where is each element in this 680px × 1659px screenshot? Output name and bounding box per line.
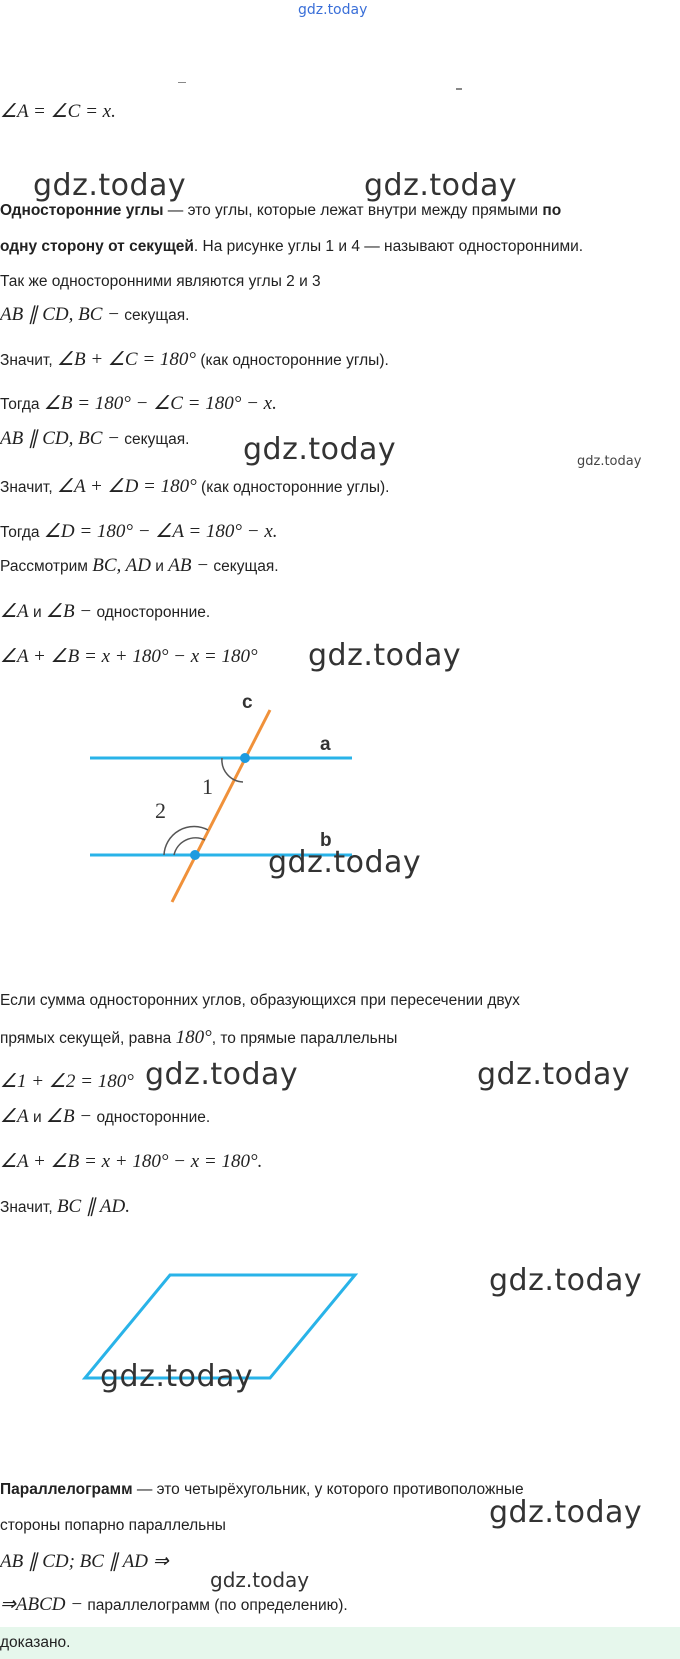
term-bold: Параллелограмм — [0, 1481, 133, 1498]
statement-text: односторонние. — [92, 604, 211, 621]
equation-line: ∠A + ∠B = x + 180° − x = 180°. — [0, 1151, 263, 1172]
definition-line: Так же односторонними являются углы 2 и 3 — [0, 273, 321, 290]
statement-text: Тогда — [0, 524, 44, 541]
definition-line — [0, 238, 583, 256]
theorem-text: , то прямые параллельны — [211, 1030, 398, 1047]
math-expr: AB − — [168, 555, 210, 576]
math-expr: 180° — [175, 1027, 212, 1048]
term-bold: по — [542, 202, 562, 219]
math-expr: ⇒ABCD − — [0, 1594, 84, 1615]
intersection-point-b — [190, 850, 200, 860]
line-c-label: c — [242, 692, 253, 713]
watermark: gdz.today — [145, 1057, 299, 1092]
term-bold: Односторонние углы — [0, 202, 164, 219]
statement-text: и — [151, 558, 169, 575]
math-expr: ∠A + ∠D = 180° — [56, 476, 197, 497]
definition-text: — это четырёхугольник, у которого противоположные — [132, 1481, 524, 1498]
watermark: gdz.today — [210, 1568, 310, 1592]
line-a-label: a — [320, 734, 331, 755]
watermark: gdz.today — [100, 1359, 254, 1394]
angle-2-label: 2 — [155, 798, 166, 823]
statement-text: односторонние. — [92, 1109, 211, 1126]
watermark: gdz.today — [364, 168, 518, 203]
site-link[interactable]: gdz.today — [298, 2, 368, 18]
statement-line — [0, 1593, 348, 1616]
statement-line — [0, 555, 279, 577]
watermark: gdz.today — [477, 1057, 631, 1092]
statement-text: (как односторонние углы). — [196, 352, 389, 369]
definition-line — [0, 1481, 524, 1499]
term-bold: одну сторону от секущей — [0, 238, 194, 255]
equation-line: ∠1 + ∠2 = 180° — [0, 1071, 134, 1092]
statement-text: и — [28, 604, 46, 621]
math-expr: ∠A — [0, 1106, 29, 1127]
math-expr: ∠A — [0, 601, 29, 622]
equation-line: AB ∥ CD; BC ∥ AD ⇒ — [0, 1551, 169, 1572]
watermark: gdz.today — [33, 168, 187, 203]
statement-text: Значит, — [0, 352, 57, 369]
theorem-text: прямых секущей, равна — [0, 1030, 176, 1047]
math-expr: ∠B = 180° − ∠C = 180° − x. — [43, 393, 277, 414]
statement-line — [0, 427, 189, 450]
watermark: gdz.today — [243, 432, 397, 467]
statement-text: (как односторонние углы). — [196, 479, 390, 496]
watermark: gdz.today — [577, 454, 642, 469]
watermark: gdz.today — [489, 1263, 643, 1298]
statement-line — [0, 600, 210, 623]
math-expr: AB ∥ CD, BC − — [0, 428, 120, 449]
statement-line — [0, 1195, 130, 1218]
intersection-point-a — [240, 753, 250, 763]
angle-1-label: 1 — [202, 774, 213, 799]
definition-line — [0, 202, 561, 220]
statement-text: Рассмотрим — [0, 558, 93, 575]
statement-text: параллелограмм (по определению). — [83, 1597, 348, 1614]
secant-c — [172, 710, 270, 902]
statement-text: секущая. — [119, 307, 190, 324]
equation-line: ∠A = ∠C = x. — [0, 101, 116, 122]
math-expr: BC, AD — [92, 555, 151, 576]
equation-line: ∠A + ∠B = x + 180° − x = 180° — [0, 646, 258, 667]
watermark: gdz.today — [308, 638, 462, 673]
definition-text: — это углы, которые лежат внутри между прямыми — [163, 202, 543, 219]
theorem-line: Если сумма односторонних углов, образующихся при пересечении двух — [0, 992, 520, 1009]
math-expr: AB ∥ CD, BC − — [0, 304, 120, 325]
watermark: gdz.today — [489, 1495, 643, 1530]
statement-text: Значит, — [0, 1199, 57, 1216]
statement-text: Тогда — [0, 396, 44, 413]
conclusion-text: доказано. — [0, 1634, 71, 1651]
statement-text: Значит, — [0, 479, 57, 496]
math-expr: BC ∥ AD. — [56, 1196, 130, 1217]
statement-line — [0, 303, 189, 326]
statement-line — [0, 392, 277, 415]
statement-text: секущая. — [209, 558, 279, 575]
divider-mark — [456, 88, 462, 90]
statement-line — [0, 520, 278, 543]
definition-line: стороны попарно параллельны — [0, 1517, 226, 1534]
line-b-label: b — [320, 830, 332, 851]
divider-mark — [178, 82, 186, 83]
math-expr: ∠B − — [45, 1106, 93, 1127]
definition-text: . На рисунке углы 1 и 4 — называют односторонними. — [193, 238, 584, 255]
conclusion-bar — [0, 1627, 680, 1659]
math-expr: ∠B + ∠C = 180° — [56, 349, 197, 370]
statement-line — [0, 475, 390, 498]
statement-text: секущая. — [119, 431, 190, 448]
theorem-line — [0, 1027, 397, 1049]
math-expr: ∠B − — [45, 601, 93, 622]
statement-line — [0, 1105, 210, 1128]
watermark: gdz.today — [268, 845, 422, 880]
statement-line — [0, 348, 389, 371]
statement-text: и — [28, 1109, 46, 1126]
math-expr: ∠D = 180° − ∠A = 180° − x. — [43, 521, 278, 542]
